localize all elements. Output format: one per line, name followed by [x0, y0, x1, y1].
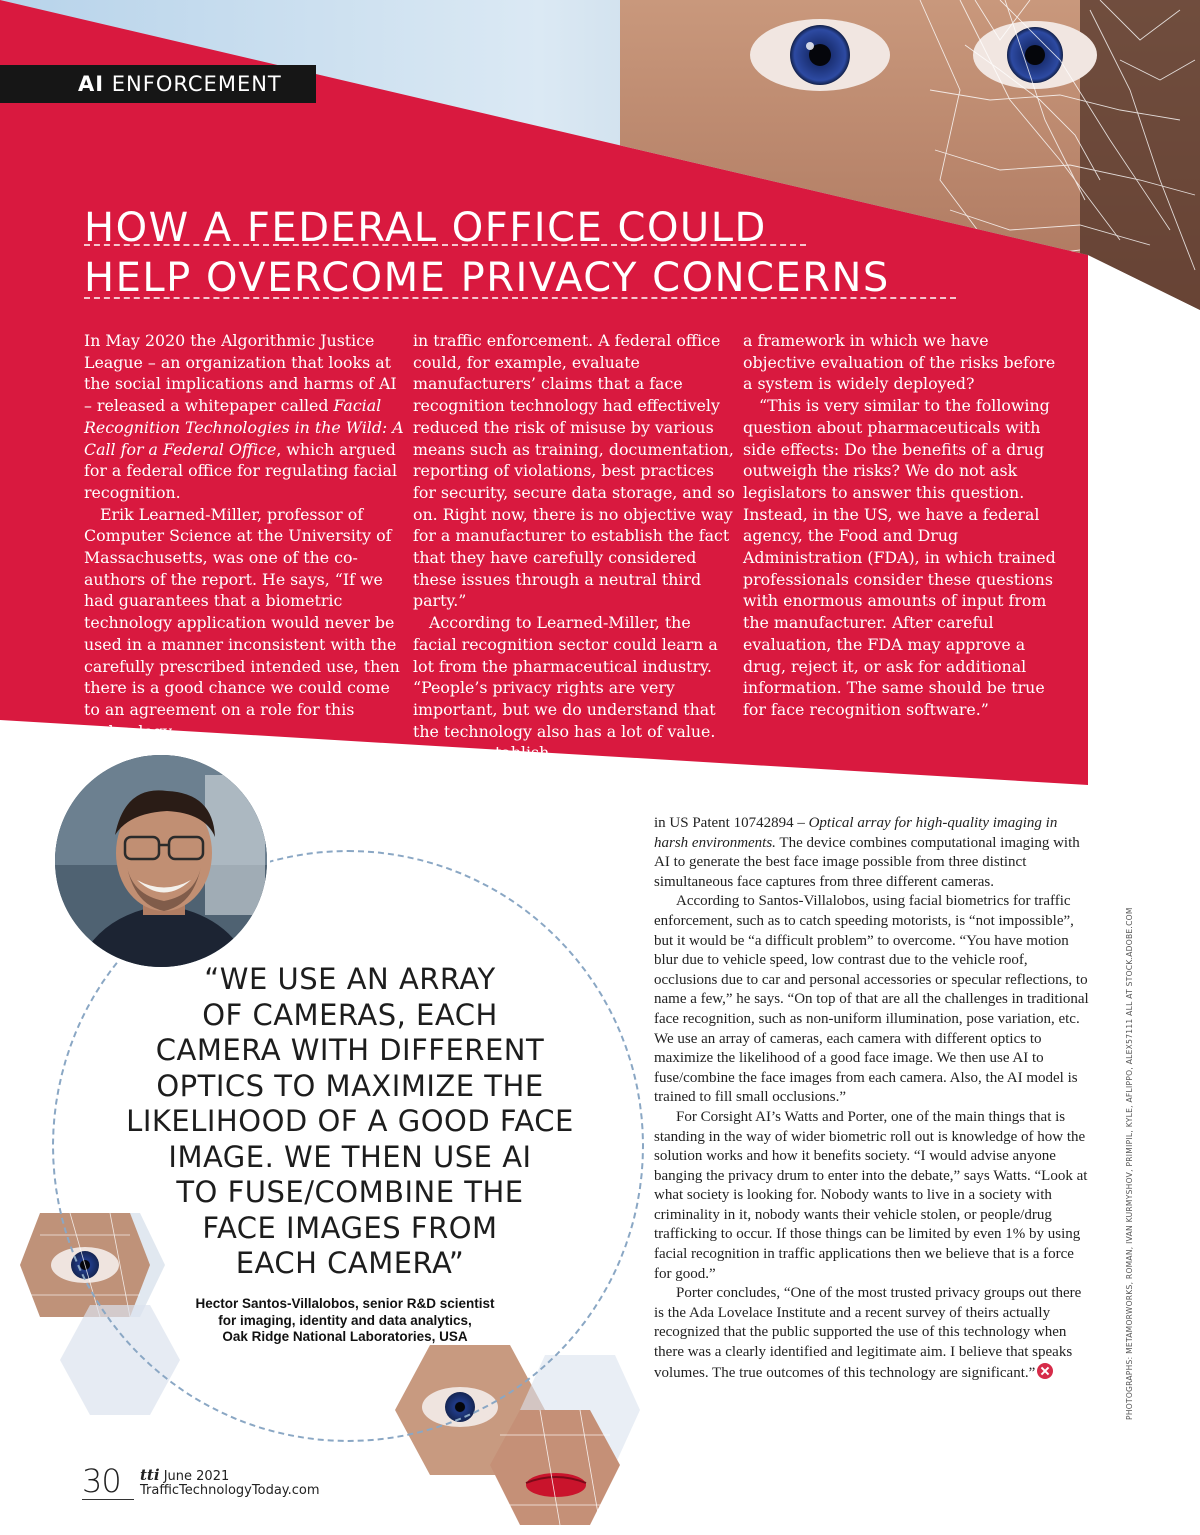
column-3-paragraph-2: “This is very similar to the following question about pharmaceuticals with side effects: Do the benefits of a drug outweigh the risks? We do not ask legislators to answer this question. Instead, in the US, we have a federal agency, the Food and Drug Administration (FDA), in which trained professionals consider these questions with enormous amounts of input from the manufacturer. After careful evaluation, the FDA may approve a drug, reject it, or ask for additional information. The same should be true for face recognition software.” — [743, 396, 1056, 719]
article-column-2 — [413, 330, 735, 764]
photo-credit: PHOTOGRAPHS: METAMORWORKS, ROMAN, IVAN KURMYSHOV, PRIMIPIL, KYLE, AFLIPPO, ALEX57111 ALL AT STOCK.ADOBE.COM — [1125, 907, 1134, 1420]
pull-quote-line: OF CAMERAS, EACH — [202, 997, 498, 1032]
footer-issue — [140, 1466, 229, 1484]
page-number-rule — [82, 1499, 134, 1500]
headline-rule-2 — [84, 297, 956, 299]
section-tag — [0, 65, 316, 103]
headline-rule-1 — [84, 244, 806, 246]
attribution-line: for imaging, identity and data analytics, — [218, 1312, 472, 1328]
pull-quote-line: OPTICS TO MAXIMIZE THE — [156, 1068, 544, 1103]
column-3-paragraph-1: a framework in which we have objective evaluation of the risks before a system is widely deployed? — [743, 331, 1056, 394]
column-1-paragraph-2: Erik Learned-Miller, professor of Computer Science at the University of Massachusetts, was one of the co-authors of the report. He says, “If we had guarantees that a biometric technology application would never be used in a manner inconsistent with the carefully prescribed intended use, then there is a good chance we could come to an agreement on a role for this technology — [84, 504, 400, 741]
pull-quote-line: IMAGE. WE THEN USE AI — [168, 1139, 532, 1174]
pull-quote-line: FACE IMAGES FROM — [202, 1210, 498, 1245]
headline-line-2: HELP OVERCOME PRIVACY CONCERNS — [84, 255, 890, 301]
body-p1-patent-title: Optical array for high-quality imaging in harsh environments. — [654, 815, 1058, 851]
column-2-paragraph-1: in traffic enforcement. A federal office could, for example, evaluate manufacturers’ claims that a face recognition technology had effectively reduced the risk of misuse by various means such as training, documentation, reporting of violations, best practices for security, secure data storage, and so on. Right now, there is no objective way for a manufacturer to establish the fact that they have carefully considered these issues through a neutral third party.” — [413, 331, 735, 611]
issue-date: June 2021 — [163, 1469, 230, 1484]
body-p4-text: Porter concludes, “One of the most trusted privacy groups out there is the Ada Lovelace Institute and a recent survey of theirs actually recognized that the public supported the use of this technology when there was a clearly identified and legitimate aim. I believe that speaks volumes. The true outcomes of this technology are significant.” — [654, 1285, 1082, 1381]
footer-url: TrafficTechnologyToday.com — [140, 1483, 320, 1498]
section-tag-light: ENFORCEMENT — [111, 72, 282, 96]
column-1-paragraph-1 — [84, 330, 406, 504]
pull-quote-line: CAMERA WITH DIFFERENT — [155, 1033, 545, 1067]
pull-quote-attribution — [150, 1296, 540, 1346]
magazine-logo: tti — [140, 1466, 160, 1484]
body-paragraph-3: For Corsight AI’s Watts and Porter, one of the main things that is standing in the way of wider biometric roll out is knowledge of how the solution works and how it benefits society. “I would advise anyone banging the privacy drum to enter into the debate,” says Watts. “Look at what society is looking for. Nobody wants to live in a society with criminality in it, nobody wants their vehicle stolen, or people/drug trafficking to occur. If those things can be limited by even 1% by using facial recognition in traffic applications then we believe that is a force for good.” — [654, 1108, 1088, 1282]
pull-quote-line: “WE USE AN ARRAY — [204, 962, 496, 996]
article-column-3 — [743, 330, 1065, 721]
col1-p1-text-a: In May 2020 the Algorithmic Justice League – an organization that looks at the social implications and harms of AI – released a whitepaper called — [84, 331, 397, 416]
page-number: 30 — [82, 1462, 121, 1500]
body-paragraph-2: According to Santos-Villalobos, using facial biometrics for traffic enforcement, such as to catch speeding motorists, is “not impossible”, but it would be “a difficult problem” to overcome. “You have motion blur due to vehicle speed, low contrast due to the vehicle roof, occlusions due to car and personal accessories or specular reflections, to name a few,” he says. “On top of that are all the challenges in traditional face recognition, such as non-uniform illumination, pose variation, etc. We use an array of cameras, each camera with different optics to maximize the likelihood of a good face image. We then use AI to fuse/combine the face images from each camera. Also, the AI model is trained to fill small occlusions.” — [654, 893, 1089, 1106]
pull-quote — [80, 962, 620, 1282]
body-p1-text-a: in US Patent 10742894 – — [654, 815, 809, 831]
column-2-paragraph-2: According to Learned-Miller, the facial recognition sector could learn a lot from the pharmaceutical industry. “People’s privacy rights are very important, but we do understand that the technology also has a lot of value. Can we establish — [413, 613, 718, 763]
pull-quote-line: LIKELIHOOD OF A GOOD FACE — [126, 1104, 574, 1138]
body-paragraph-1 — [654, 814, 1090, 892]
end-mark-icon — [1037, 1363, 1053, 1379]
article-body-column — [654, 814, 1090, 1383]
attribution-line: Hector Santos-Villalobos, senior R&D scientist — [195, 1296, 495, 1311]
article-column-1 — [84, 330, 406, 742]
pull-quote-line: TO FUSE/COMBINE THE — [176, 1175, 524, 1209]
attribution-line: Oak Ridge National Laboratories, USA — [222, 1329, 468, 1344]
portrait-photo — [52, 752, 270, 970]
pull-quote-line: EACH CAMERA” — [235, 1246, 465, 1280]
headline-line-1: HOW A FEDERAL OFFICE COULD — [84, 205, 767, 251]
body-p1-text-b: The device combines computational imaging with AI to generate the best face image possible from three distinct simultaneous face captures from three different cameras. — [654, 834, 1080, 890]
body-paragraph-4 — [654, 1284, 1090, 1383]
col1-p1-text-b: , which argued for a federal office for regulating facial recognition. — [84, 439, 397, 502]
section-tag-bold: AI — [78, 72, 105, 96]
col1-p1-title: Facial Recognition Technologies in the Wild: A Call for a Federal Office — [84, 396, 404, 459]
